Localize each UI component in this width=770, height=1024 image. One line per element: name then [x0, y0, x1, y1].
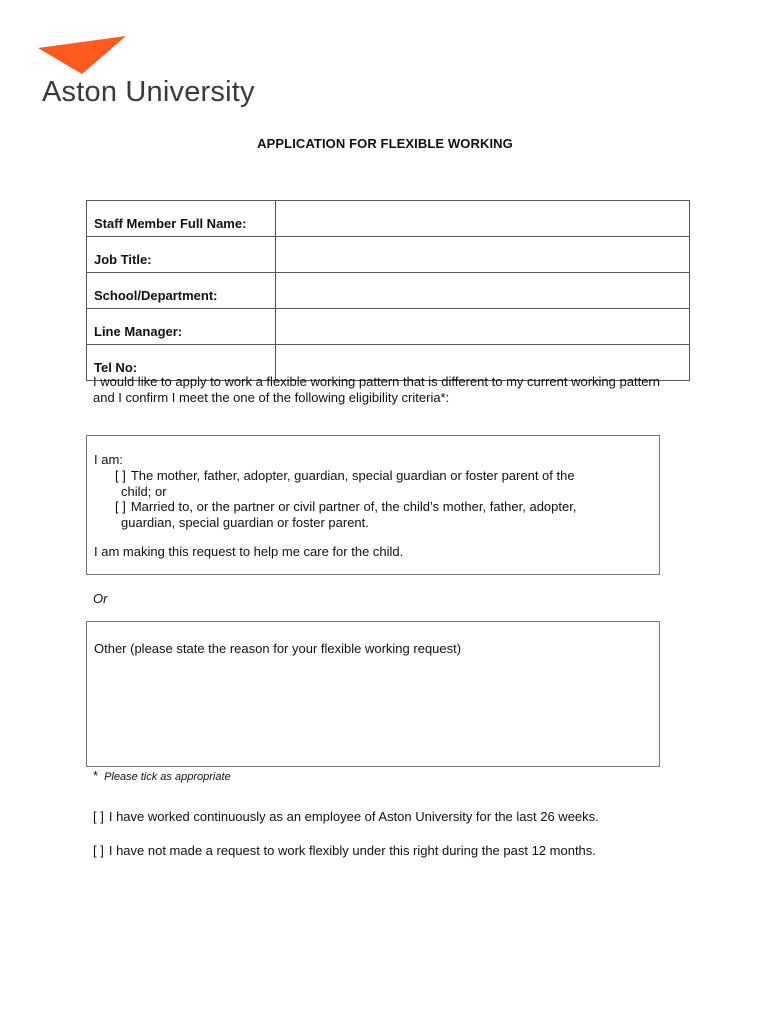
- parent-option-text: The mother, father, adopter, guardian, special guardian or foster parent of the: [130, 468, 575, 483]
- parent-checkbox[interactable]: [ ]: [115, 468, 126, 483]
- job-title-field[interactable]: [276, 237, 690, 273]
- school-department-label: School/Department:: [87, 273, 276, 309]
- full-name-label: Staff Member Full Name:: [87, 201, 276, 237]
- or-label: Or: [93, 591, 108, 606]
- continuous-employment-text: I have worked continuously as an employee of Aston University for the last 26 weeks.: [108, 809, 599, 824]
- intro-paragraph: I would like to apply to work a flexible working pattern that is different to my current working pattern and I confirm I meet the one of the following eligibility criteria*:: [93, 374, 660, 405]
- no-previous-request-statement: [93, 843, 596, 858]
- partner-option-text-continued: guardian, special guardian or foster parent.: [121, 515, 369, 530]
- full-name-field[interactable]: [276, 201, 690, 237]
- partner-checkbox[interactable]: [ ]: [115, 499, 126, 514]
- table-row: [87, 237, 690, 273]
- i-am-label: I am:: [94, 452, 123, 467]
- aston-university-logo: [36, 34, 268, 114]
- tick-note-text: Please tick as appropriate: [104, 771, 231, 783]
- care-request-text: I am making this request to help me care for the child.: [94, 544, 404, 559]
- school-department-field[interactable]: [276, 273, 690, 309]
- tick-note: [93, 768, 231, 783]
- table-row: [87, 273, 690, 309]
- table-row: [87, 201, 690, 237]
- eligibility-criteria-box: [86, 435, 660, 575]
- partner-option-text: Married to, or the partner or civil partner of, the child’s mother, father, adopter,: [130, 499, 577, 514]
- criteria-option-parent: [115, 468, 645, 500]
- other-reason-label: Other (please state the reason for your flexible working request): [94, 641, 462, 656]
- continuous-employment-statement: [93, 809, 599, 824]
- no-previous-request-checkbox[interactable]: [ ]: [93, 843, 104, 858]
- no-previous-request-text: I have not made a request to work flexibly under this right during the past 12 months.: [108, 843, 596, 858]
- parent-option-text-continued: child; or: [121, 484, 167, 499]
- job-title-label: Job Title:: [87, 237, 276, 273]
- staff-details-table: [86, 200, 690, 381]
- table-row: [87, 309, 690, 345]
- logo-text: Aston University: [42, 76, 255, 108]
- line-manager-field[interactable]: [276, 309, 690, 345]
- line-manager-label: Line Manager:: [87, 309, 276, 345]
- tel-no-label: Tel No:: [87, 345, 276, 381]
- criteria-option-partner: [115, 499, 645, 531]
- asterisk: *: [93, 768, 99, 783]
- logo-mark-icon: [36, 34, 136, 80]
- continuous-employment-checkbox[interactable]: [ ]: [93, 809, 104, 824]
- other-reason-box[interactable]: [86, 621, 660, 767]
- page-title: APPLICATION FOR FLEXIBLE WORKING: [257, 136, 513, 151]
